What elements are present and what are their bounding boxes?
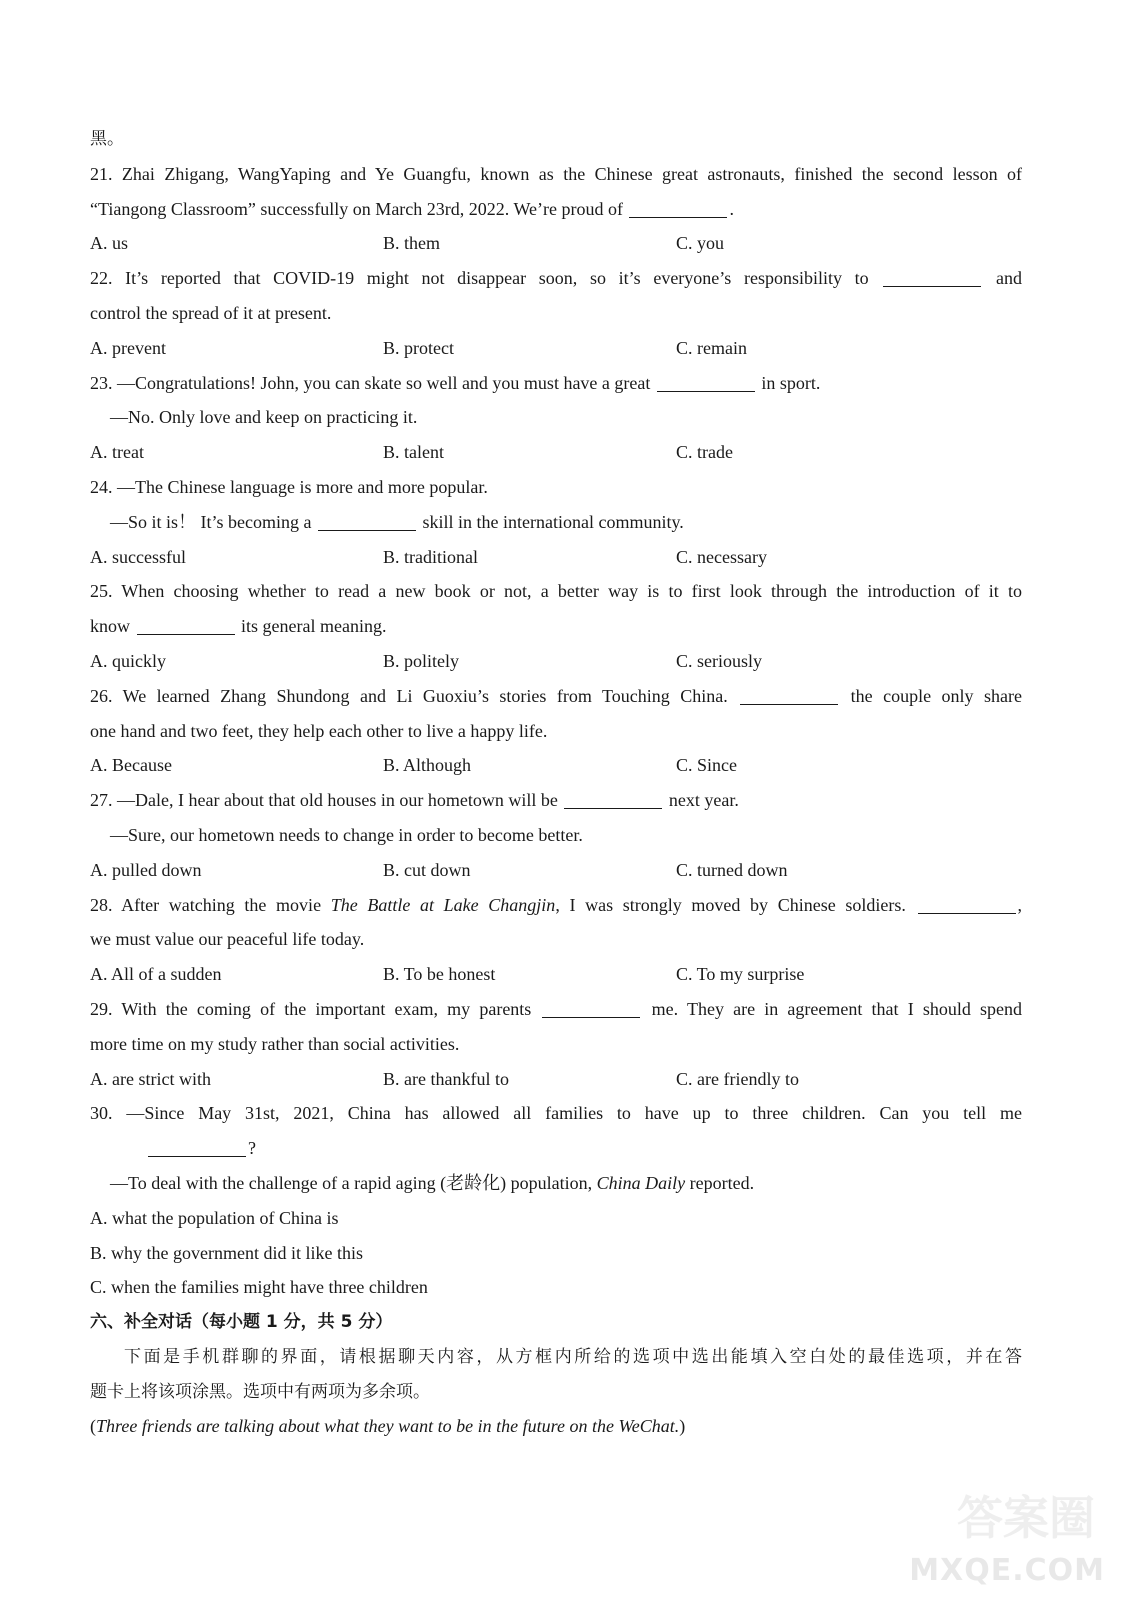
- question-23-options: [90, 435, 1022, 470]
- option-c: C. remain: [676, 337, 747, 358]
- answer-blank: [883, 264, 981, 287]
- option-b: B. talent: [383, 442, 444, 463]
- option-c: C. necessary: [676, 546, 767, 567]
- option-c: C. To my surprise: [676, 964, 805, 985]
- question-22-line-1: 22. It’s reported that COVID-19 might not disappear soon, so it’s everyone’s responsibility to and: [90, 261, 1022, 296]
- answer-blank: [740, 682, 838, 705]
- section-6-heading: 六、补全对话（每小题 1 分，共 5 分）: [90, 1312, 393, 1333]
- option-b: B. are thankful to: [383, 1068, 509, 1089]
- question-27-line-2: —Sure, our hometown needs to change in order to become better.: [110, 824, 583, 845]
- section-6-note: (Three friends are talking about what they want to be in the future on the WeChat.): [90, 1416, 686, 1437]
- option-b: B. To be honest: [383, 964, 496, 985]
- watermark-logo: [909, 1484, 1113, 1594]
- question-21-options: [90, 226, 1022, 261]
- question-27-options: [90, 853, 1022, 888]
- question-30-option-b: B. why the government did it like this: [90, 1242, 363, 1263]
- answer-blank: [629, 195, 727, 218]
- question-28-options: [90, 957, 1022, 992]
- question-24-line-1: 24. —The Chinese language is more and more popular.: [90, 476, 488, 497]
- option-a: A. us: [90, 233, 129, 254]
- option-b: B. traditional: [383, 546, 478, 567]
- answer-blank: [918, 891, 1016, 914]
- question-23-line-2: —No. Only love and keep on practicing it.: [110, 407, 418, 428]
- question-27-line-1: 27. —Dale, I hear about that old houses in our hometown will be next year.: [90, 783, 1022, 818]
- question-25-line-2: know its general meaning.: [90, 609, 1022, 644]
- question-26-line-2: one hand and two feet, they help each other to live a happy life.: [90, 720, 548, 741]
- question-30-line-3: —To deal with the challenge of a rapid aging (老龄化) population, China Daily reported.: [110, 1172, 755, 1193]
- question-30-line-2: ?: [90, 1131, 1022, 1166]
- option-c: C. turned down: [676, 859, 788, 880]
- answer-blank: [564, 786, 662, 809]
- question-25-line-1: 25. When choosing whether to read a new book or not, a better way is to first look through the introduction of it to: [90, 581, 1022, 602]
- option-a: A. are strict with: [90, 1068, 211, 1089]
- option-c: C. you: [676, 233, 725, 254]
- question-22-options: [90, 331, 1022, 366]
- question-29-options: [90, 1062, 1022, 1097]
- question-22-line-2: control the spread of it at present.: [90, 302, 332, 323]
- question-26-options: [90, 748, 1022, 783]
- option-b: B. politely: [383, 650, 459, 671]
- question-21-line-1: 21. Zhai Zhigang, WangYaping and Ye Guangfu, known as the Chinese great astronauts, finished the second lesson of: [90, 163, 1022, 184]
- watermark-en-text: MXQE.COM: [909, 1553, 1105, 1588]
- question-29-line-2: more time on my study rather than social activities.: [90, 1033, 460, 1054]
- option-a: A. All of a sudden: [90, 964, 222, 985]
- option-a: A. successful: [90, 546, 186, 567]
- exam-page: [90, 122, 1022, 1444]
- question-21-line-2: “Tiangong Classroom” successfully on March 23rd, 2022. We’re proud of .: [90, 192, 1022, 227]
- question-28-line-2: we must value our peaceful life today.: [90, 929, 365, 950]
- question-26-line-1: 26. We learned Zhang Shundong and Li Guoxiu’s stories from Touching China. the couple only share: [90, 679, 1022, 714]
- question-24-line-2: —So it is！ It’s becoming a skill in the international community.: [90, 505, 1022, 540]
- answer-blank: [542, 995, 640, 1018]
- question-30-option-a: A. what the population of China is: [90, 1207, 339, 1228]
- option-b: B. cut down: [383, 859, 471, 880]
- option-a: A. quickly: [90, 650, 166, 671]
- option-c: C. trade: [676, 442, 733, 463]
- answer-blank: [137, 612, 235, 635]
- option-c: C. seriously: [676, 650, 763, 671]
- option-a: A. pulled down: [90, 859, 202, 880]
- option-b: B. protect: [383, 337, 454, 358]
- option-b: B. them: [383, 233, 440, 254]
- answer-blank: [657, 369, 755, 392]
- intro-tail: 黑。: [90, 129, 124, 149]
- question-28-line-1: 28. After watching the movie The Battle at Lake Changjin, I was strongly moved by Chinese soldiers. ,: [90, 888, 1022, 923]
- question-30-option-c: C. when the families might have three children: [90, 1277, 428, 1298]
- section-6-instructions-line-1: 下面是手机群聊的界面，请根据聊天内容，从方框内所给的选项中选出能填入空白处的最佳选项，并在答: [124, 1346, 1022, 1367]
- question-29-line-1: 29. With the coming of the important exam, my parents me. They are in agreement that I should spend: [90, 992, 1022, 1027]
- option-b: B. Although: [383, 755, 472, 776]
- question-23-line-1: 23. —Congratulations! John, you can skate so well and you must have a great in sport.: [90, 366, 1022, 401]
- question-24-options: [90, 540, 1022, 575]
- movie-title: The Battle at Lake Changjin: [330, 894, 556, 915]
- watermark-cn-text: 答案圈: [957, 1491, 1095, 1545]
- newspaper-name: China Daily: [596, 1172, 686, 1193]
- option-a: A. prevent: [90, 337, 166, 358]
- answer-blank: [148, 1134, 246, 1157]
- option-c: C. are friendly to: [676, 1068, 799, 1089]
- question-25-options: [90, 644, 1022, 679]
- question-30-line-1: 30. —Since May 31st, 2021, China has allowed all families to have up to three children. Can you tell me: [90, 1103, 1022, 1124]
- option-a: A. Because: [90, 755, 172, 776]
- section-6-instructions-line-2: 题卡上将该项涂黑。选项中有两项为多余项。: [90, 1381, 430, 1402]
- answer-blank: [318, 508, 416, 531]
- option-a: A. treat: [90, 442, 144, 463]
- option-c: C. Since: [676, 755, 737, 776]
